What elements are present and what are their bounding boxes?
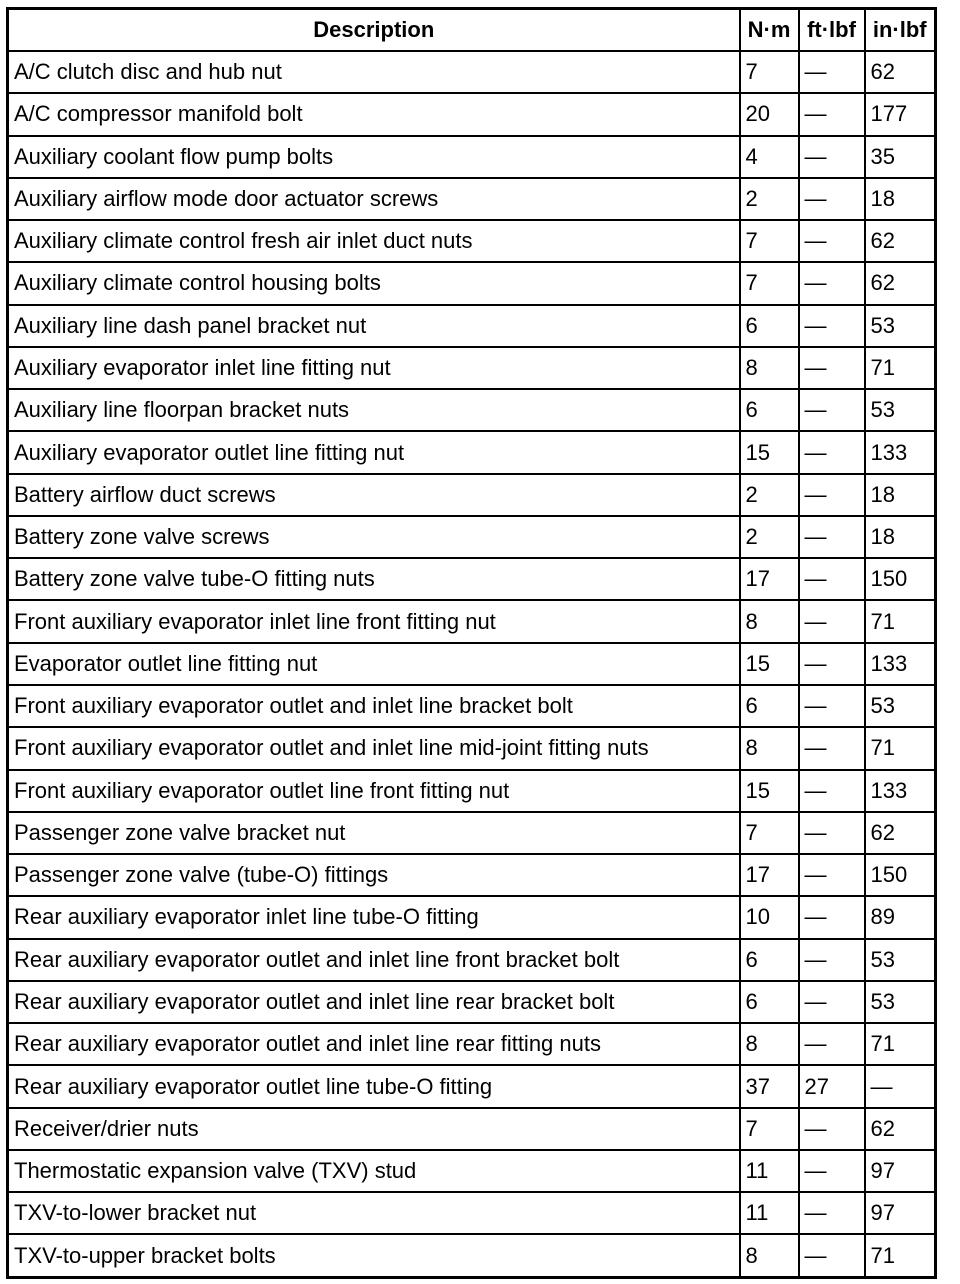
- cell-inch-pounds: 133: [865, 643, 936, 685]
- torque-specifications-table: [6, 7, 937, 1279]
- cell-inch-pounds: 177: [865, 93, 936, 135]
- table-row: [8, 516, 936, 558]
- cell-newton-meters: 15: [740, 770, 799, 812]
- header-foot-pounds: ft·lbf: [799, 9, 865, 52]
- table-row: [8, 685, 936, 727]
- table-row: [8, 389, 936, 431]
- cell-description: Auxiliary line floorpan bracket nuts: [8, 389, 740, 431]
- cell-newton-meters: 11: [740, 1192, 799, 1234]
- cell-description: Auxiliary climate control housing bolts: [8, 262, 740, 304]
- cell-description: Front auxiliary evaporator inlet line front fitting nut: [8, 600, 740, 642]
- cell-inch-pounds: 35: [865, 136, 936, 178]
- cell-foot-pounds: —: [799, 51, 865, 93]
- cell-newton-meters: 17: [740, 558, 799, 600]
- cell-inch-pounds: 89: [865, 896, 936, 938]
- cell-inch-pounds: 71: [865, 727, 936, 769]
- table-row: [8, 220, 936, 262]
- table-row: [8, 812, 936, 854]
- cell-newton-meters: 7: [740, 51, 799, 93]
- cell-description: Front auxiliary evaporator outlet line front fitting nut: [8, 770, 740, 812]
- cell-description: A/C compressor manifold bolt: [8, 93, 740, 135]
- cell-description: Battery zone valve tube-O fitting nuts: [8, 558, 740, 600]
- cell-foot-pounds: —: [799, 854, 865, 896]
- cell-newton-meters: 11: [740, 1150, 799, 1192]
- cell-foot-pounds: —: [799, 643, 865, 685]
- table-row: [8, 431, 936, 473]
- table-body: [8, 51, 936, 1278]
- cell-foot-pounds: —: [799, 389, 865, 431]
- cell-description: Auxiliary coolant flow pump bolts: [8, 136, 740, 178]
- cell-inch-pounds: 150: [865, 558, 936, 600]
- table-row: [8, 939, 936, 981]
- cell-inch-pounds: 71: [865, 600, 936, 642]
- cell-foot-pounds: —: [799, 770, 865, 812]
- cell-inch-pounds: 71: [865, 1023, 936, 1065]
- cell-foot-pounds: —: [799, 1108, 865, 1150]
- header-newton-meters: N·m: [740, 9, 799, 52]
- cell-description: Rear auxiliary evaporator outlet and inlet line front bracket bolt: [8, 939, 740, 981]
- cell-newton-meters: 6: [740, 389, 799, 431]
- cell-inch-pounds: 133: [865, 431, 936, 473]
- header-description: Description: [8, 9, 740, 52]
- table-row: [8, 1108, 936, 1150]
- table-row: [8, 643, 936, 685]
- cell-foot-pounds: —: [799, 939, 865, 981]
- table-row: [8, 1023, 936, 1065]
- table-row: [8, 981, 936, 1023]
- table-row: [8, 896, 936, 938]
- cell-description: Front auxiliary evaporator outlet and inlet line bracket bolt: [8, 685, 740, 727]
- cell-description: Front auxiliary evaporator outlet and inlet line mid-joint fitting nuts: [8, 727, 740, 769]
- table-row: [8, 93, 936, 135]
- cell-newton-meters: 4: [740, 136, 799, 178]
- cell-newton-meters: 7: [740, 1108, 799, 1150]
- cell-inch-pounds: 62: [865, 1108, 936, 1150]
- cell-foot-pounds: —: [799, 178, 865, 220]
- cell-newton-meters: 2: [740, 516, 799, 558]
- header-inch-pounds: in·lbf: [865, 9, 936, 52]
- cell-inch-pounds: 97: [865, 1192, 936, 1234]
- header-row: [8, 9, 936, 52]
- cell-description: Rear auxiliary evaporator inlet line tube-O fitting: [8, 896, 740, 938]
- torque-specifications-table-container: [6, 7, 934, 1279]
- cell-newton-meters: 8: [740, 347, 799, 389]
- cell-description: Auxiliary evaporator inlet line fitting nut: [8, 347, 740, 389]
- table-row: [8, 347, 936, 389]
- table-row: [8, 262, 936, 304]
- cell-foot-pounds: —: [799, 600, 865, 642]
- cell-description: Battery airflow duct screws: [8, 474, 740, 516]
- cell-description: A/C clutch disc and hub nut: [8, 51, 740, 93]
- cell-newton-meters: 7: [740, 220, 799, 262]
- cell-newton-meters: 15: [740, 431, 799, 473]
- cell-foot-pounds: —: [799, 262, 865, 304]
- cell-inch-pounds: 53: [865, 389, 936, 431]
- cell-description: Rear auxiliary evaporator outlet line tube-O fitting: [8, 1065, 740, 1107]
- cell-inch-pounds: 133: [865, 770, 936, 812]
- cell-inch-pounds: 53: [865, 939, 936, 981]
- cell-inch-pounds: 18: [865, 178, 936, 220]
- cell-newton-meters: 15: [740, 643, 799, 685]
- table-row: [8, 558, 936, 600]
- cell-newton-meters: 17: [740, 854, 799, 896]
- table-row: [8, 1150, 936, 1192]
- cell-foot-pounds: —: [799, 305, 865, 347]
- cell-newton-meters: 6: [740, 685, 799, 727]
- cell-foot-pounds: —: [799, 347, 865, 389]
- cell-description: Auxiliary climate control fresh air inlet duct nuts: [8, 220, 740, 262]
- cell-foot-pounds: —: [799, 220, 865, 262]
- cell-description: Evaporator outlet line fitting nut: [8, 643, 740, 685]
- cell-description: TXV-to-lower bracket nut: [8, 1192, 740, 1234]
- table-row: [8, 136, 936, 178]
- table-row: [8, 178, 936, 220]
- cell-description: Passenger zone valve bracket nut: [8, 812, 740, 854]
- cell-inch-pounds: 62: [865, 51, 936, 93]
- cell-newton-meters: 6: [740, 939, 799, 981]
- cell-inch-pounds: 71: [865, 347, 936, 389]
- cell-foot-pounds: —: [799, 1023, 865, 1065]
- cell-newton-meters: 7: [740, 262, 799, 304]
- cell-newton-meters: 10: [740, 896, 799, 938]
- cell-newton-meters: 2: [740, 178, 799, 220]
- cell-description: Auxiliary airflow mode door actuator screws: [8, 178, 740, 220]
- cell-inch-pounds: 62: [865, 220, 936, 262]
- cell-foot-pounds: —: [799, 685, 865, 727]
- cell-foot-pounds: —: [799, 812, 865, 854]
- cell-newton-meters: 37: [740, 1065, 799, 1107]
- cell-foot-pounds: —: [799, 1150, 865, 1192]
- table-row: [8, 1234, 936, 1277]
- cell-inch-pounds: 18: [865, 516, 936, 558]
- cell-inch-pounds: 62: [865, 812, 936, 854]
- cell-inch-pounds: 71: [865, 1234, 936, 1277]
- table-row: [8, 1065, 936, 1107]
- cell-foot-pounds: —: [799, 1192, 865, 1234]
- cell-newton-meters: 8: [740, 600, 799, 642]
- cell-foot-pounds: —: [799, 727, 865, 769]
- cell-newton-meters: 2: [740, 474, 799, 516]
- cell-inch-pounds: 53: [865, 685, 936, 727]
- cell-foot-pounds: 27: [799, 1065, 865, 1107]
- table-row: [8, 474, 936, 516]
- cell-inch-pounds: —: [865, 1065, 936, 1107]
- cell-inch-pounds: 97: [865, 1150, 936, 1192]
- table-row: [8, 305, 936, 347]
- cell-inch-pounds: 53: [865, 305, 936, 347]
- cell-newton-meters: 8: [740, 727, 799, 769]
- cell-foot-pounds: —: [799, 93, 865, 135]
- table-row: [8, 727, 936, 769]
- table-row: [8, 770, 936, 812]
- cell-newton-meters: 8: [740, 1023, 799, 1065]
- cell-inch-pounds: 62: [865, 262, 936, 304]
- cell-description: Rear auxiliary evaporator outlet and inlet line rear fitting nuts: [8, 1023, 740, 1065]
- cell-foot-pounds: —: [799, 136, 865, 178]
- cell-description: Passenger zone valve (tube-O) fittings: [8, 854, 740, 896]
- cell-foot-pounds: —: [799, 474, 865, 516]
- cell-newton-meters: 6: [740, 981, 799, 1023]
- cell-description: Auxiliary evaporator outlet line fitting nut: [8, 431, 740, 473]
- cell-inch-pounds: 150: [865, 854, 936, 896]
- cell-newton-meters: 6: [740, 305, 799, 347]
- table-row: [8, 854, 936, 896]
- cell-foot-pounds: —: [799, 1234, 865, 1277]
- cell-description: Thermostatic expansion valve (TXV) stud: [8, 1150, 740, 1192]
- cell-newton-meters: 20: [740, 93, 799, 135]
- cell-newton-meters: 8: [740, 1234, 799, 1277]
- cell-inch-pounds: 53: [865, 981, 936, 1023]
- cell-foot-pounds: —: [799, 431, 865, 473]
- cell-description: Rear auxiliary evaporator outlet and inlet line rear bracket bolt: [8, 981, 740, 1023]
- cell-foot-pounds: —: [799, 896, 865, 938]
- cell-description: Battery zone valve screws: [8, 516, 740, 558]
- table-row: [8, 600, 936, 642]
- cell-description: TXV-to-upper bracket bolts: [8, 1234, 740, 1277]
- cell-inch-pounds: 18: [865, 474, 936, 516]
- cell-newton-meters: 7: [740, 812, 799, 854]
- cell-description: Auxiliary line dash panel bracket nut: [8, 305, 740, 347]
- cell-foot-pounds: —: [799, 558, 865, 600]
- cell-foot-pounds: —: [799, 516, 865, 558]
- cell-description: Receiver/drier nuts: [8, 1108, 740, 1150]
- table-row: [8, 1192, 936, 1234]
- cell-foot-pounds: —: [799, 981, 865, 1023]
- table-row: [8, 51, 936, 93]
